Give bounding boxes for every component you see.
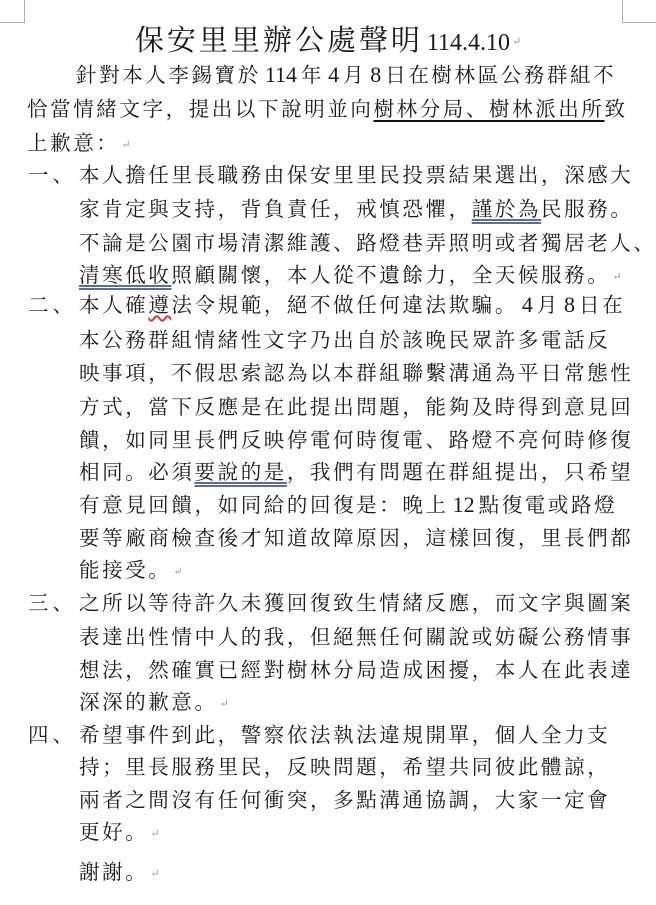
item-3-line-2: 表達出性情中人的我，但絕無任何關說或妨礙公務情事 <box>79 625 634 649</box>
item-2-line-9 <box>79 555 183 587</box>
text: 本人確 <box>79 293 149 317</box>
item-1-line-1: 本人擔任里長職務由保安里里民投票結果選出，深感大 <box>79 163 634 187</box>
paragraph-mark-icon: ↵ <box>150 826 160 840</box>
item-2-line-2: 本公務群組情緒性文字乃出自於該晚民眾許多電話反 <box>79 328 611 352</box>
grammar-flagged-text: 要說的是 <box>194 460 287 484</box>
title-text: 保安里里辦公處聲明 <box>134 23 423 57</box>
item-2-line-1 <box>79 290 625 320</box>
month-number: 4 <box>521 292 533 317</box>
item-3-line-1: 之所以等待許久未獲回復致生情緒反應，而文字與圖案 <box>79 591 634 615</box>
item-1-line-4 <box>79 260 622 292</box>
item-1-line-2 <box>79 194 633 224</box>
text: 家肯定與支持，背負責任，戒慎恐懼， <box>79 197 472 221</box>
text: 深深的歉意。 <box>79 690 218 714</box>
hour-number: 12 <box>452 492 475 517</box>
paragraph-mark-icon: ↵ <box>612 269 622 283</box>
text: 上歉意： <box>27 131 120 155</box>
text: 更好。 <box>79 820 149 844</box>
text: 能接受。 <box>79 558 172 582</box>
item-2-number: 二、 <box>28 293 77 317</box>
text: ，我們有問題在群組提出，只希望 <box>286 460 634 484</box>
intro-line-2 <box>27 94 628 124</box>
item-2-line-8: 要等廠商檢查後才知道故障原因，這樣回復，里長們都 <box>79 526 634 550</box>
item-4-number: 四、 <box>28 723 77 747</box>
item-3-line-4 <box>79 687 229 719</box>
item-3-line-3: 想法，然確實已經對樹林分局造成困擾，本人在此表達 <box>79 658 634 682</box>
document-title <box>0 20 656 63</box>
text: 月 <box>536 293 561 317</box>
title-date: 114.4.10 <box>426 30 510 56</box>
item-2-line-4: 方式，當下反應是在此提出問題，能夠及時得到意見回 <box>79 395 634 419</box>
text: 日在樹林區公務群組不 <box>385 63 617 87</box>
intro-line-1 <box>76 60 616 90</box>
item-2-line-7 <box>79 490 617 520</box>
text: 照顧關懷，本人從不遺餘力，全天候服務。 <box>171 263 611 287</box>
text: 相同。必須 <box>79 460 195 484</box>
underlined-recipients: 樹林分局、樹林派出所 <box>373 97 605 121</box>
item-2-line-3: 映事項，不假思索認為以本群組聯繫溝通為平日常態性 <box>79 361 634 385</box>
spell-flagged-text: 遵 <box>148 293 172 317</box>
item-1-line-3: 不論是公園市場清潔維護、路燈巷弄照明或者獨居老人、 <box>79 231 656 255</box>
text: 點復電或路燈 <box>478 493 618 517</box>
grammar-flagged-text: 清寒低收 <box>79 263 172 287</box>
grammar-flagged-text: 謹於為 <box>471 197 542 221</box>
item-4-line-4 <box>79 817 160 849</box>
text: 有意見回饋，如同給的回復是：晚上 <box>79 493 449 517</box>
text: 日在 <box>579 293 626 317</box>
closing-line <box>79 857 160 889</box>
text: 年 <box>301 63 325 87</box>
text: 針對本人李錫寶於 <box>76 63 261 87</box>
day-number: 8 <box>564 292 576 317</box>
item-4-line-1: 希望事件到此，警察依法執法違規開單，個人全力支 <box>79 723 611 747</box>
item-3-number: 三、 <box>28 591 77 615</box>
item-1-number: 一、 <box>28 163 77 187</box>
item-2-line-6 <box>79 457 633 487</box>
paragraph-mark-icon: ↵ <box>219 696 229 710</box>
paragraph-mark-icon: ↵ <box>511 35 522 48</box>
item-4-line-2: 持；里長服務里民，反映問題，希望共同彼此體諒， <box>79 755 611 779</box>
day-number: 8 <box>370 62 382 87</box>
paragraph-mark-icon: ↵ <box>121 137 131 151</box>
item-4-line-3: 兩者之間沒有任何衝突，多點溝通協調，大家一定會 <box>79 788 611 812</box>
month-number: 4 <box>328 62 340 87</box>
text: 法令規範，絕不做任何違法欺騙。 <box>171 293 518 317</box>
text: 致 <box>604 97 628 121</box>
paragraph-mark-icon: ↵ <box>150 866 160 880</box>
item-2-line-5: 饋，如同里長們反映停電何時復電、路燈不亮何時修復 <box>79 428 634 452</box>
text: 月 <box>343 63 367 87</box>
text: 恰當情緒文字，提出以下說明並向 <box>27 97 374 121</box>
paragraph-mark-icon: ↵ <box>173 564 183 578</box>
intro-line-3 <box>27 128 131 160</box>
text: 民服務。 <box>541 197 634 221</box>
year-number: 114 <box>264 62 297 87</box>
closing-text: 謝謝。 <box>79 860 149 884</box>
